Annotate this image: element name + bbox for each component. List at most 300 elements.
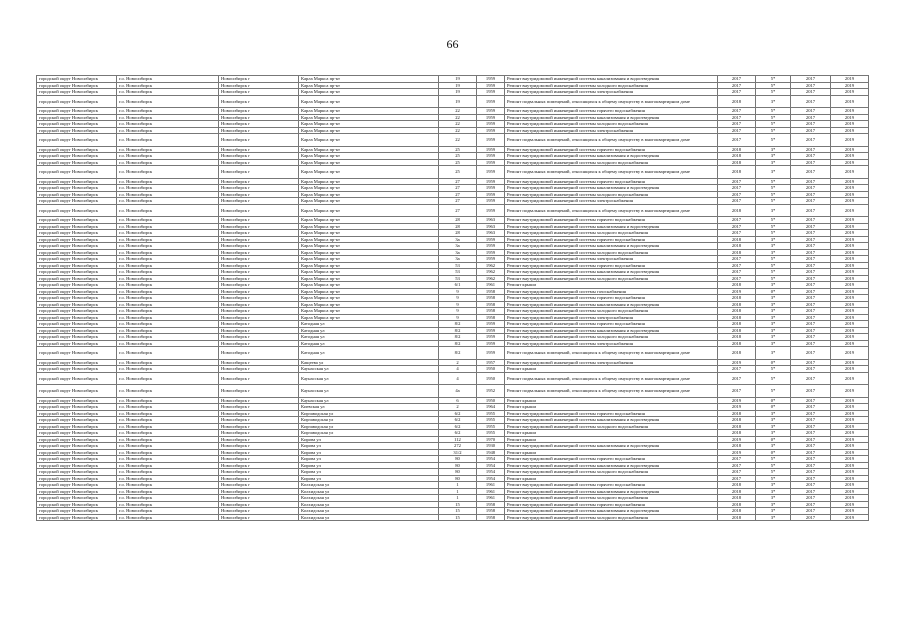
priority-cell: 3* [756, 410, 791, 417]
municipality-cell: городской округ Новосибирск [37, 256, 117, 263]
period-end-cell: 2019 [831, 449, 869, 456]
plan-year-cell: 2019 [718, 404, 756, 411]
street-cell: Карла Маркса пр-кт [299, 262, 439, 269]
house-number-cell: 22 [439, 134, 477, 147]
period-end-cell: 2019 [831, 423, 869, 430]
municipality-cell: городской округ Новосибирск [37, 514, 117, 521]
city-cell: Новосибирск г [219, 275, 299, 282]
street-cell: Кирова ул [299, 449, 439, 456]
period-start-cell: 2017 [791, 508, 831, 515]
work-type-cell: Ремонт внутридомовой инженерной системы канализования и водоотведения [505, 185, 718, 192]
settlement-cell: г.о. Новосибирск [117, 488, 219, 495]
street-cell: Катодная ул [299, 321, 439, 328]
plan-year-cell: 2017 [718, 372, 756, 385]
period-start-cell: 2017 [791, 410, 831, 417]
street-cell: Карла Маркса пр-кт [299, 89, 439, 96]
plan-year-cell: 2019 [718, 359, 756, 366]
period-start-cell: 2017 [791, 347, 831, 360]
work-type-cell: Ремонт внутридомовой инженерной системы горячего водоснабжения [505, 108, 718, 115]
city-cell: Новосибирск г [219, 166, 299, 179]
street-cell: Карла Маркса пр-кт [299, 269, 439, 276]
city-cell: Новосибирск г [219, 295, 299, 302]
build-year-cell: 1959 [477, 204, 505, 217]
street-cell: Колхидская ул [299, 488, 439, 495]
city-cell: Новосибирск г [219, 301, 299, 308]
city-cell: Новосибирск г [219, 417, 299, 424]
period-end-cell: 2019 [831, 127, 869, 134]
house-number-cell: 8/2 [439, 321, 477, 328]
house-number-cell: 9 [439, 314, 477, 321]
priority-cell: 3* [756, 301, 791, 308]
period-start-cell: 2017 [791, 243, 831, 250]
city-cell: Новосибирск г [219, 456, 299, 463]
build-year-cell: 1958 [477, 501, 505, 508]
period-start-cell: 2017 [791, 462, 831, 469]
table-row [37, 514, 869, 521]
priority-cell: 3* [756, 488, 791, 495]
period-start-cell: 2017 [791, 436, 831, 443]
build-year-cell: 1959 [477, 159, 505, 166]
work-type-cell: Ремонт внутридомовой инженерной системы электроснабжения [505, 89, 718, 96]
settlement-cell: г.о. Новосибирск [117, 191, 219, 198]
municipality-cell: городской округ Новосибирск [37, 288, 117, 295]
settlement-cell: г.о. Новосибирск [117, 385, 219, 398]
house-number-cell: 1 [439, 488, 477, 495]
house-number-cell: 28 [439, 223, 477, 230]
priority-cell: 0* [756, 397, 791, 404]
municipality-cell: городской округ Новосибирск [37, 488, 117, 495]
build-year-cell: 1959 [477, 243, 505, 250]
build-year-cell: 1950 [477, 366, 505, 373]
street-cell: Колхидская ул [299, 495, 439, 502]
city-cell: Новосибирск г [219, 159, 299, 166]
work-type-cell: Ремонт внутридомовой инженерной системы канализования и водоотведения [505, 243, 718, 250]
plan-year-cell: 2017 [718, 108, 756, 115]
settlement-cell: г.о. Новосибирск [117, 314, 219, 321]
priority-cell: 5* [756, 89, 791, 96]
municipality-cell: городской округ Новосибирск [37, 230, 117, 237]
city-cell: Новосибирск г [219, 134, 299, 147]
build-year-cell: 1963 [477, 223, 505, 230]
settlement-cell: г.о. Новосибирск [117, 308, 219, 315]
table-row [37, 134, 869, 147]
build-year-cell: 1963 [477, 217, 505, 224]
street-cell: Карла Маркса пр-кт [299, 76, 439, 83]
work-type-cell: Ремонт внутридомовой инженерной системы горячего водоснабжения [505, 236, 718, 243]
period-start-cell: 2017 [791, 366, 831, 373]
settlement-cell: г.о. Новосибирск [117, 114, 219, 121]
period-start-cell: 2017 [791, 475, 831, 482]
plan-year-cell: 2017 [718, 82, 756, 89]
priority-cell: 3* [756, 334, 791, 341]
build-year-cell: 1959 [477, 108, 505, 115]
city-cell: Новосибирск г [219, 410, 299, 417]
plan-year-cell: 2018 [718, 204, 756, 217]
street-cell: Карла Маркса пр-кт [299, 243, 439, 250]
street-cell: Карла Маркса пр-кт [299, 166, 439, 179]
period-start-cell: 2017 [791, 223, 831, 230]
street-cell: Карла Маркса пр-кт [299, 114, 439, 121]
house-number-cell: 27 [439, 198, 477, 205]
house-number-cell: 6/2 [439, 430, 477, 437]
priority-cell: 3* [756, 495, 791, 502]
city-cell: Новосибирск г [219, 236, 299, 243]
period-start-cell: 2017 [791, 256, 831, 263]
city-cell: Новосибирск г [219, 230, 299, 237]
city-cell: Новосибирск г [219, 191, 299, 198]
priority-cell: 5* [756, 475, 791, 482]
period-start-cell: 2017 [791, 288, 831, 295]
house-number-cell: 6/2 [439, 423, 477, 430]
build-year-cell: 1970 [477, 436, 505, 443]
house-number-cell: 6/1 [439, 282, 477, 289]
period-start-cell: 2017 [791, 340, 831, 347]
street-cell: Карла Маркса пр-кт [299, 191, 439, 198]
house-number-cell: 53 [439, 269, 477, 276]
settlement-cell: г.о. Новосибирск [117, 372, 219, 385]
period-end-cell: 2019 [831, 308, 869, 315]
municipality-cell: городской округ Новосибирск [37, 359, 117, 366]
period-end-cell: 2019 [831, 475, 869, 482]
period-start-cell: 2017 [791, 301, 831, 308]
settlement-cell: г.о. Новосибирск [117, 275, 219, 282]
municipality-cell: городской округ Новосибирск [37, 508, 117, 515]
municipality-cell: городской округ Новосибирск [37, 82, 117, 89]
city-cell: Новосибирск г [219, 314, 299, 321]
plan-year-cell: 2017 [718, 475, 756, 482]
house-number-cell: 9 [439, 295, 477, 302]
period-start-cell: 2017 [791, 469, 831, 476]
period-start-cell: 2017 [791, 282, 831, 289]
house-number-cell: 27 [439, 185, 477, 192]
street-cell: Карла Маркса пр-кт [299, 134, 439, 147]
work-type-cell: Ремонт крыши [505, 397, 718, 404]
period-start-cell: 2017 [791, 495, 831, 502]
work-type-cell: Ремонт крыши [505, 475, 718, 482]
plan-year-cell: 2017 [718, 89, 756, 96]
period-end-cell: 2019 [831, 89, 869, 96]
municipality-cell: городской округ Новосибирск [37, 340, 117, 347]
municipality-cell: городской округ Новосибирск [37, 462, 117, 469]
build-year-cell: 1959 [477, 249, 505, 256]
period-start-cell: 2017 [791, 198, 831, 205]
city-cell: Новосибирск г [219, 359, 299, 366]
repair-schedule-table-wrapper [36, 75, 868, 521]
plan-year-cell: 2017 [718, 217, 756, 224]
street-cell: Кирзаводская ул [299, 410, 439, 417]
priority-cell: 3* [756, 501, 791, 508]
plan-year-cell: 2017 [718, 262, 756, 269]
city-cell: Новосибирск г [219, 153, 299, 160]
street-cell: Карла Маркса пр-кт [299, 230, 439, 237]
work-type-cell: Ремонт внутридомовой инженерной системы канализования и водоотведения [505, 114, 718, 121]
municipality-cell: городской округ Новосибирск [37, 159, 117, 166]
work-type-cell: Ремонт подвальных помещений, относящихся к общему имуществу в многоквартирном доме [505, 95, 718, 108]
priority-cell: 3* [756, 249, 791, 256]
house-number-cell: 8/2 [439, 334, 477, 341]
street-cell: Карла Маркса пр-кт [299, 288, 439, 295]
settlement-cell: г.о. Новосибирск [117, 146, 219, 153]
build-year-cell: 1959 [477, 76, 505, 83]
settlement-cell: г.о. Новосибирск [117, 288, 219, 295]
house-number-cell: 80 [439, 456, 477, 463]
street-cell: Карла Маркса пр-кт [299, 301, 439, 308]
settlement-cell: г.о. Новосибирск [117, 230, 219, 237]
period-start-cell: 2017 [791, 404, 831, 411]
house-number-cell: 1 [439, 482, 477, 489]
build-year-cell: 1954 [477, 456, 505, 463]
work-type-cell: Ремонт внутридомовой инженерной системы холодного водоснабжения [505, 191, 718, 198]
municipality-cell: городской округ Новосибирск [37, 449, 117, 456]
table-body [37, 76, 869, 521]
period-end-cell: 2019 [831, 488, 869, 495]
plan-year-cell: 2018 [718, 410, 756, 417]
priority-cell: 5* [756, 217, 791, 224]
settlement-cell: г.о. Новосибирск [117, 301, 219, 308]
street-cell: Каунасская ул [299, 366, 439, 373]
municipality-cell: городской округ Новосибирск [37, 430, 117, 437]
city-cell: Новосибирск г [219, 178, 299, 185]
plan-year-cell: 2017 [718, 114, 756, 121]
build-year-cell: 1959 [477, 121, 505, 128]
work-type-cell: Ремонт внутридомовой инженерной системы горячего водоснабжения [505, 456, 718, 463]
street-cell: Карла Маркса пр-кт [299, 178, 439, 185]
priority-cell: 5* [756, 223, 791, 230]
settlement-cell: г.о. Новосибирск [117, 76, 219, 83]
priority-cell: 5* [756, 372, 791, 385]
house-number-cell: 80 [439, 469, 477, 476]
city-cell: Новосибирск г [219, 514, 299, 521]
house-number-cell: 6 [439, 397, 477, 404]
street-cell: Карла Маркса пр-кт [299, 198, 439, 205]
period-end-cell: 2019 [831, 410, 869, 417]
period-start-cell: 2017 [791, 262, 831, 269]
priority-cell: 3* [756, 430, 791, 437]
period-start-cell: 2017 [791, 372, 831, 385]
period-start-cell: 2017 [791, 321, 831, 328]
period-end-cell: 2019 [831, 372, 869, 385]
municipality-cell: городской округ Новосибирск [37, 443, 117, 450]
work-type-cell: Ремонт подвальных помещений, относящихся к общему имуществу в многоквартирном доме [505, 166, 718, 179]
house-number-cell: 22 [439, 114, 477, 121]
city-cell: Новосибирск г [219, 495, 299, 502]
street-cell: Кирзаводская ул [299, 430, 439, 437]
house-number-cell: 8/2 [439, 347, 477, 360]
period-start-cell: 2017 [791, 488, 831, 495]
municipality-cell: городской округ Новосибирск [37, 314, 117, 321]
work-type-cell: Ремонт подвальных помещений, относящихся к общему имуществу в многоквартирном доме [505, 347, 718, 360]
municipality-cell: городской округ Новосибирск [37, 262, 117, 269]
period-start-cell: 2017 [791, 191, 831, 198]
priority-cell: 3* [756, 236, 791, 243]
settlement-cell: г.о. Новосибирск [117, 456, 219, 463]
build-year-cell: 1959 [477, 327, 505, 334]
work-type-cell: Ремонт внутридомовой инженерной системы канализования и водоотведения [505, 269, 718, 276]
build-year-cell: 1959 [477, 191, 505, 198]
period-end-cell: 2019 [831, 340, 869, 347]
period-start-cell: 2017 [791, 269, 831, 276]
period-end-cell: 2019 [831, 153, 869, 160]
period-end-cell: 2019 [831, 76, 869, 83]
priority-cell: 5* [756, 185, 791, 192]
settlement-cell: г.о. Новосибирск [117, 462, 219, 469]
street-cell: Карла Маркса пр-кт [299, 275, 439, 282]
priority-cell: 3* [756, 514, 791, 521]
city-cell: Новосибирск г [219, 95, 299, 108]
plan-year-cell: 2018 [718, 430, 756, 437]
table-row [37, 166, 869, 179]
settlement-cell: г.о. Новосибирск [117, 243, 219, 250]
house-number-cell: 6/2 [439, 417, 477, 424]
priority-cell: 5* [756, 366, 791, 373]
build-year-cell: 1950 [477, 372, 505, 385]
house-number-cell: 28 [439, 230, 477, 237]
municipality-cell: городской округ Новосибирск [37, 327, 117, 334]
municipality-cell: городской округ Новосибирск [37, 308, 117, 315]
settlement-cell: г.о. Новосибирск [117, 359, 219, 366]
build-year-cell: 1962 [477, 275, 505, 282]
street-cell: Карла Маркса пр-кт [299, 185, 439, 192]
settlement-cell: г.о. Новосибирск [117, 514, 219, 521]
street-cell: Колхидская ул [299, 514, 439, 521]
priority-cell: 5* [756, 230, 791, 237]
house-number-cell: 27 [439, 191, 477, 198]
municipality-cell: городской округ Новосибирск [37, 275, 117, 282]
settlement-cell: г.о. Новосибирск [117, 501, 219, 508]
city-cell: Новосибирск г [219, 501, 299, 508]
period-start-cell: 2017 [791, 501, 831, 508]
priority-cell: 5* [756, 269, 791, 276]
work-type-cell: Ремонт внутридомовой инженерной системы канализования и водоотведения [505, 443, 718, 450]
period-end-cell: 2019 [831, 191, 869, 198]
build-year-cell: 1954 [477, 475, 505, 482]
period-start-cell: 2017 [791, 89, 831, 96]
period-end-cell: 2019 [831, 217, 869, 224]
priority-cell: 5* [756, 198, 791, 205]
build-year-cell: 1959 [477, 89, 505, 96]
municipality-cell: городской округ Новосибирск [37, 198, 117, 205]
street-cell: Карла Маркса пр-кт [299, 159, 439, 166]
street-cell: Колхидская ул [299, 501, 439, 508]
municipality-cell: городской округ Новосибирск [37, 334, 117, 341]
settlement-cell: г.о. Новосибирск [117, 236, 219, 243]
city-cell: Новосибирск г [219, 82, 299, 89]
period-end-cell: 2019 [831, 321, 869, 328]
priority-cell: 3* [756, 166, 791, 179]
priority-cell: 3* [756, 308, 791, 315]
settlement-cell: г.о. Новосибирск [117, 121, 219, 128]
city-cell: Новосибирск г [219, 436, 299, 443]
period-start-cell: 2017 [791, 327, 831, 334]
street-cell: Карла Маркса пр-кт [299, 282, 439, 289]
build-year-cell: 1958 [477, 288, 505, 295]
priority-cell: 5* [756, 127, 791, 134]
priority-cell: 5* [756, 76, 791, 83]
period-start-cell: 2017 [791, 178, 831, 185]
period-start-cell: 2017 [791, 423, 831, 430]
city-cell: Новосибирск г [219, 462, 299, 469]
city-cell: Новосибирск г [219, 108, 299, 115]
city-cell: Новосибирск г [219, 256, 299, 263]
period-end-cell: 2019 [831, 508, 869, 515]
settlement-cell: г.о. Новосибирск [117, 82, 219, 89]
period-start-cell: 2017 [791, 153, 831, 160]
house-number-cell: 112 [439, 436, 477, 443]
period-start-cell: 2017 [791, 108, 831, 115]
city-cell: Новосибирск г [219, 469, 299, 476]
municipality-cell: городской округ Новосибирск [37, 121, 117, 128]
period-end-cell: 2019 [831, 295, 869, 302]
period-start-cell: 2017 [791, 514, 831, 521]
city-cell: Новосибирск г [219, 449, 299, 456]
build-year-cell: 1955 [477, 417, 505, 424]
period-end-cell: 2019 [831, 95, 869, 108]
work-type-cell: Ремонт внутридомовой инженерной системы электроснабжения [505, 359, 718, 366]
priority-cell: 5* [756, 134, 791, 147]
table-row [37, 372, 869, 385]
house-number-cell: 27 [439, 178, 477, 185]
build-year-cell: 1950 [477, 397, 505, 404]
settlement-cell: г.о. Новосибирск [117, 430, 219, 437]
period-end-cell: 2019 [831, 256, 869, 263]
priority-cell: 3* [756, 314, 791, 321]
city-cell: Новосибирск г [219, 423, 299, 430]
work-type-cell: Ремонт внутридомовой инженерной системы канализования и водоотведения [505, 76, 718, 83]
settlement-cell: г.о. Новосибирск [117, 482, 219, 489]
build-year-cell: 1954 [477, 469, 505, 476]
period-start-cell: 2017 [791, 359, 831, 366]
settlement-cell: г.о. Новосибирск [117, 449, 219, 456]
period-end-cell: 2019 [831, 114, 869, 121]
settlement-cell: г.о. Новосибирск [117, 327, 219, 334]
build-year-cell: 1959 [477, 166, 505, 179]
municipality-cell: городской округ Новосибирск [37, 436, 117, 443]
house-number-cell: 53 [439, 275, 477, 282]
house-number-cell: 2 [439, 404, 477, 411]
period-start-cell: 2017 [791, 314, 831, 321]
work-type-cell: Ремонт внутридомовой инженерной системы горячего водоснабжения [505, 178, 718, 185]
street-cell: Карла Маркса пр-кт [299, 236, 439, 243]
work-type-cell: Ремонт внутридомовой инженерной системы канализования и водоотведения [505, 301, 718, 308]
period-end-cell: 2019 [831, 436, 869, 443]
build-year-cell: 1961 [477, 495, 505, 502]
period-end-cell: 2019 [831, 301, 869, 308]
house-number-cell: 6/2 [439, 410, 477, 417]
settlement-cell: г.о. Новосибирск [117, 159, 219, 166]
city-cell: Новосибирск г [219, 482, 299, 489]
build-year-cell: 1961 [477, 482, 505, 489]
period-end-cell: 2019 [831, 282, 869, 289]
city-cell: Новосибирск г [219, 404, 299, 411]
plan-year-cell: 2018 [718, 514, 756, 521]
plan-year-cell: 2018 [718, 495, 756, 502]
settlement-cell: г.о. Новосибирск [117, 198, 219, 205]
municipality-cell: городской округ Новосибирск [37, 347, 117, 360]
house-number-cell: 9 [439, 288, 477, 295]
city-cell: Новосибирск г [219, 340, 299, 347]
period-start-cell: 2017 [791, 308, 831, 315]
period-end-cell: 2019 [831, 223, 869, 230]
plan-year-cell: 2017 [718, 256, 756, 263]
settlement-cell: г.о. Новосибирск [117, 366, 219, 373]
build-year-cell: 1959 [477, 95, 505, 108]
city-cell: Новосибирск г [219, 488, 299, 495]
house-number-cell: 25 [439, 146, 477, 153]
build-year-cell: 1962 [477, 269, 505, 276]
work-type-cell: Ремонт внутридомовой инженерной системы холодного водоснабжения [505, 514, 718, 521]
city-cell: Новосибирск г [219, 308, 299, 315]
settlement-cell: г.о. Новосибирск [117, 397, 219, 404]
